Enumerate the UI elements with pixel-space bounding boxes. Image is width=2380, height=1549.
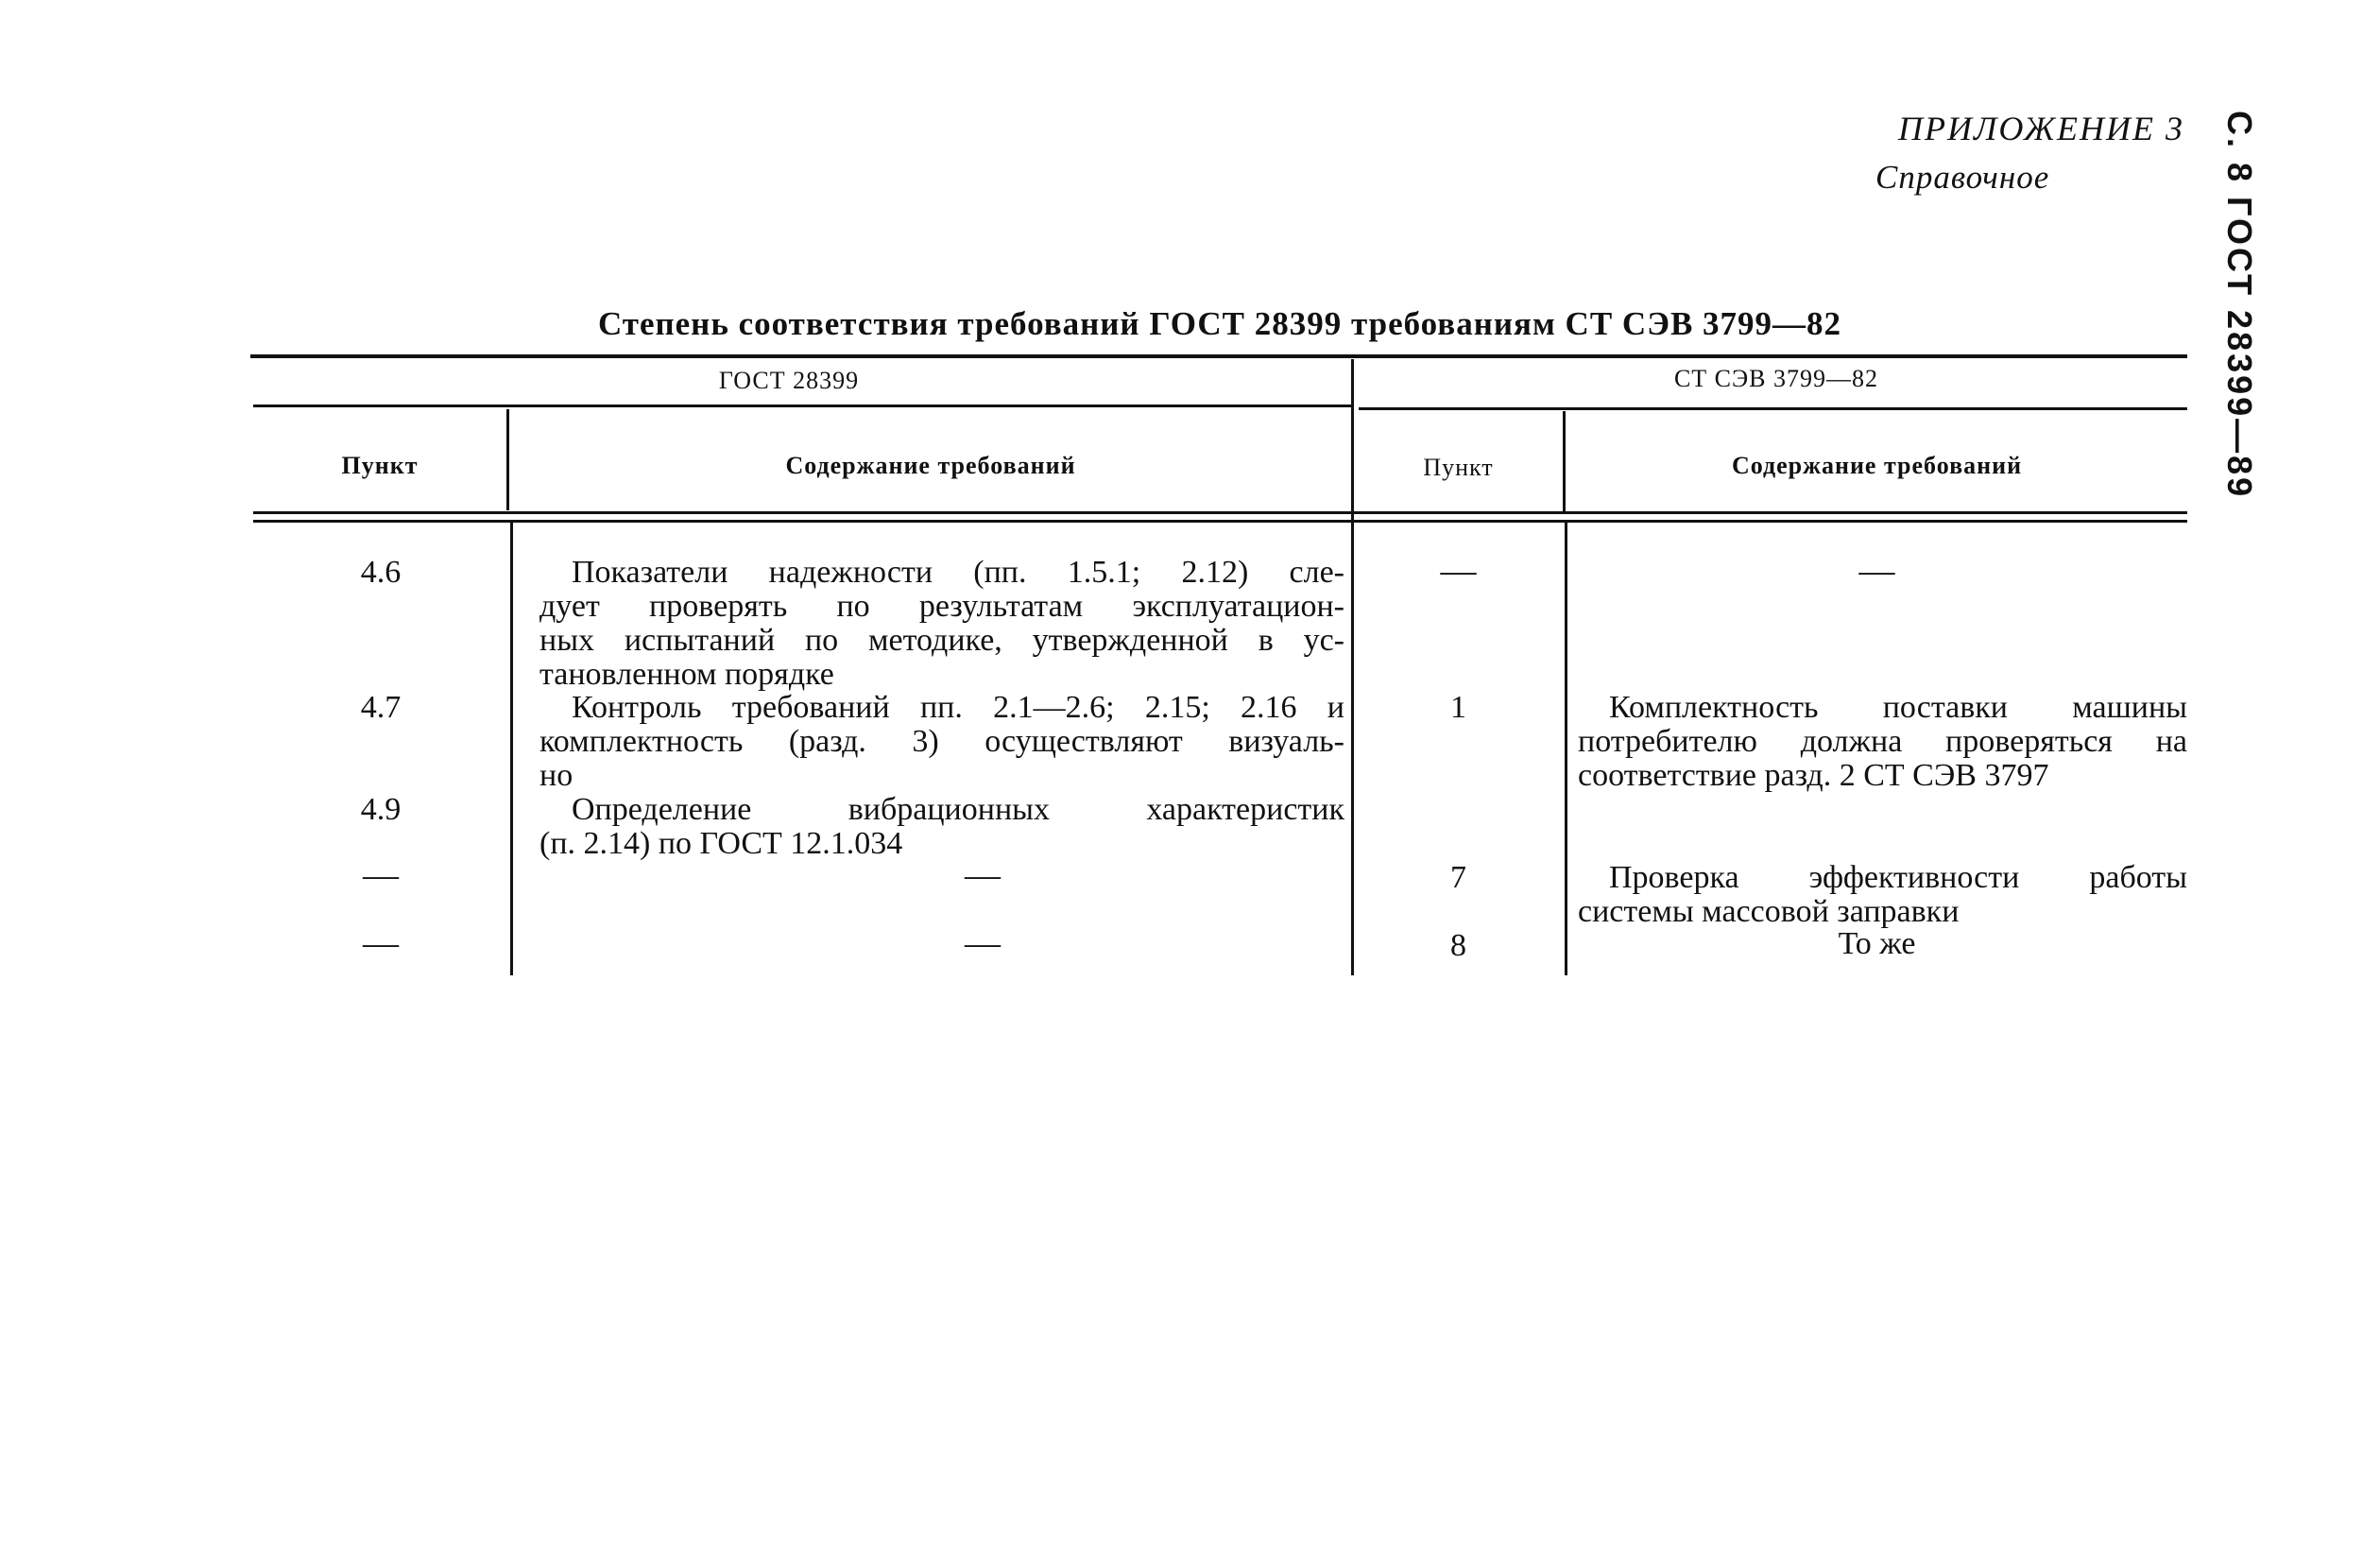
gost-point-cell: — [363, 923, 399, 963]
sev-content-line: Проверка эффективности работы [1609, 860, 2187, 895]
sev-point-cell: 7 [1450, 860, 1466, 895]
sev-content-cell: — [1858, 551, 1895, 591]
sev-content-line: системы массовой заправки [1578, 894, 1960, 929]
sev-content-line: То же [1838, 926, 1916, 961]
gost-content-line: но [539, 758, 574, 793]
sev-point-cell: 1 [1450, 690, 1466, 725]
group-header-sev: СТ СЭВ 3799—82 [1673, 365, 1879, 392]
gost-content-line: ных испытаний по методике, утвержденной в ус- [539, 623, 1344, 658]
gost-point-cell: 4.7 [360, 690, 402, 725]
sev-content-line: соответствие разд. 2 СТ СЭВ 3797 [1578, 758, 2049, 793]
gost-content-cell: — [965, 855, 1001, 895]
sev-point-cell: 8 [1450, 928, 1466, 963]
column-header-gost-content: Содержание требований [785, 452, 1076, 479]
gost-content-line: Определение вибрационных характеристик [572, 792, 1344, 827]
group-header-rule-right [1359, 407, 2187, 410]
sev-content-line: Комплектность поставки машины [1609, 690, 2187, 725]
appendix-title: ПРИЛОЖЕНИЕ 3 [1898, 110, 2184, 147]
column-header-gost-point: Пункт [341, 452, 419, 479]
divider-sev-point [1563, 411, 1566, 511]
gost-content-line: тановленном порядке [539, 657, 834, 692]
gost-content-cell: — [965, 923, 1001, 963]
group-header-rule-left [253, 404, 1351, 407]
sev-content-line: потребителю должна проверяться на [1578, 724, 2187, 759]
divider-sev-point-body [1565, 523, 1567, 975]
divider-gost-point [506, 409, 509, 510]
column-header-sev-point: Пункт [1423, 454, 1494, 481]
group-header-gost: ГОСТ 28399 [718, 367, 860, 394]
column-header-sev-content: Содержание требований [1731, 452, 2023, 479]
gost-point-cell: 4.9 [360, 792, 402, 827]
divider-gost-point-body [510, 523, 513, 975]
gost-content-line: Контроль требований пп. 2.1—2.6; 2.15; 2.16 и [572, 690, 1344, 725]
table-top-rule [250, 354, 2187, 358]
gost-content-line: комплектность (разд. 3) осуществляют визуаль- [539, 724, 1344, 759]
table-title: Степень соответствия требований ГОСТ 28399 требованиям СТ СЭВ 3799—82 [597, 305, 1842, 342]
page-running-header: С. 8 ГОСТ 28399—89 [2220, 111, 2259, 500]
appendix-subtitle: Справочное [1875, 159, 2050, 196]
gost-point-cell: — [363, 855, 399, 895]
gost-point-cell: 4.6 [360, 555, 402, 590]
gost-content-line: дует проверять по результатам эксплуатацион- [539, 589, 1344, 624]
header-bottom-rule-2 [253, 520, 2187, 523]
gost-content-line: Показатели надежности (пп. 1.5.1; 2.12) сле- [572, 555, 1344, 590]
header-bottom-rule-1 [253, 511, 2187, 514]
sev-point-cell: — [1440, 551, 1477, 591]
gost-content-line: (п. 2.14) по ГОСТ 12.1.034 [539, 826, 903, 861]
